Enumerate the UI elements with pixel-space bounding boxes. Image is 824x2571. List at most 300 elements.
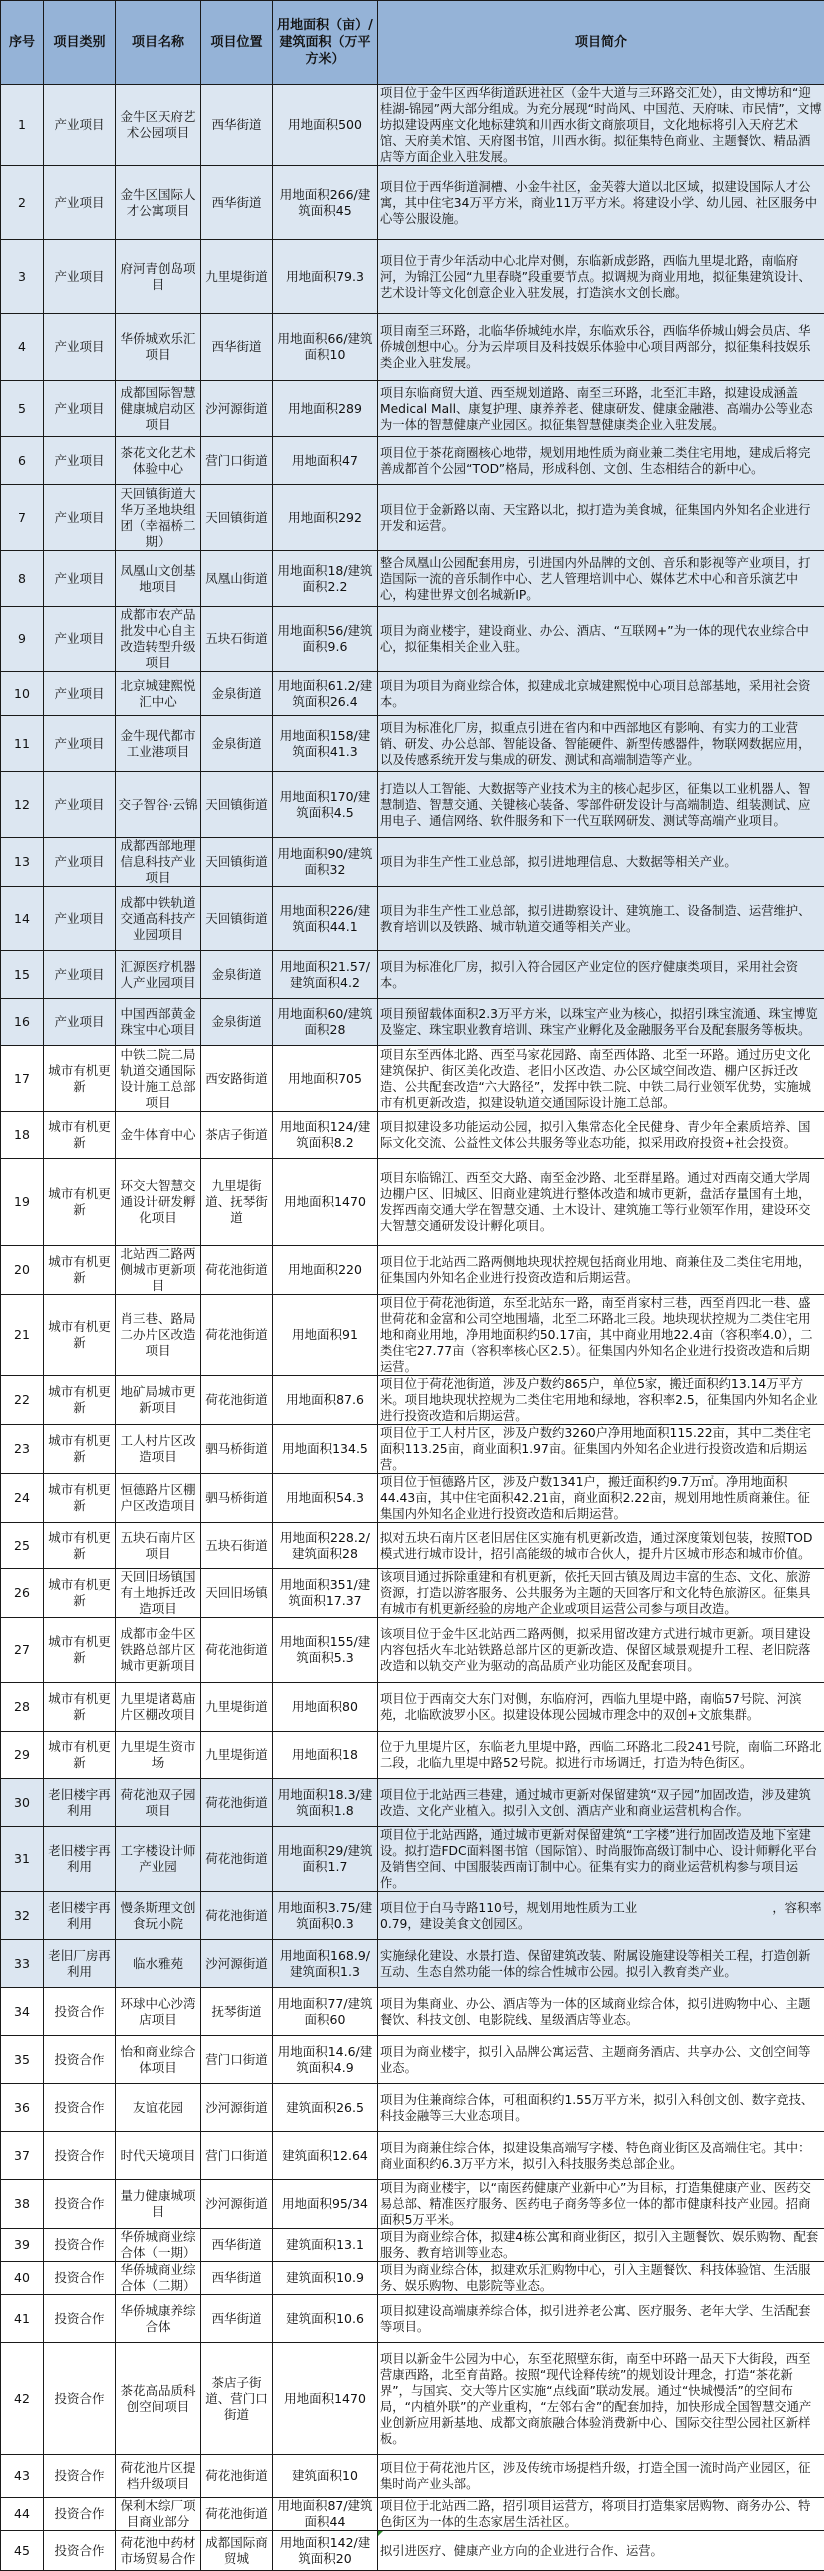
row-category: 城市有机更新 — [44, 1046, 116, 1112]
table-row — [1, 2531, 824, 2571]
row-area: 用地面积226/建筑面积44.1 — [273, 887, 378, 951]
table-row — [1, 951, 824, 999]
row-project-name: 金牛体育中心 — [116, 1112, 201, 1159]
table-row — [1, 2132, 824, 2180]
row-area: 建筑面积12.64 — [273, 2132, 378, 2180]
row-location: 五块石街道 — [201, 1523, 273, 1569]
row-intro: 项目位于荷花池片区，涉及传统市场提档升级，打造全国一流时尚产业园区，征集时尚产业头部。 — [378, 2455, 824, 2498]
row-category: 投资合作 — [44, 1988, 116, 2036]
row-intro: 项目位于北站西二路两侧地块现状控规包括商业用地、商兼住及二类住宅用地，征集国内外知名企业进行投资改造和后期运营。 — [378, 1246, 824, 1295]
row-category: 城市有机更新 — [44, 1246, 116, 1295]
row-location: 西华街道 — [201, 2262, 273, 2295]
row-category: 产业项目 — [44, 485, 116, 551]
row-number: 35 — [1, 2036, 44, 2084]
row-number: 37 — [1, 2132, 44, 2180]
row-project-name: 恒德路片区棚户区改造项目 — [116, 1474, 201, 1523]
row-project-name: 成都市金牛区铁路总部片区城市更新项目 — [116, 1618, 201, 1683]
row-location: 九里堤街道 — [201, 1683, 273, 1732]
row-intro: 项目东至西体北路、西至马家花园路、南至西体路、北至一环路。通过历史文化建筑保护、街区美化改造、老旧小区改造、办公区域空间改造、棚户区拆迁改造、公共配套改造“六大路径”，发挥中铁二院、中铁二局行业领军优势，实施城市有机更新改造，拟建设轨道交通国际设计施工总部。 — [378, 1046, 824, 1112]
row-number: 42 — [1, 2343, 44, 2455]
row-project-name: 北京城建熙悦汇中心 — [116, 672, 201, 716]
table-row — [1, 2180, 824, 2229]
row-intro: 拟对五块石南片区老旧居住区实施有机更新改造，通过深度策划包装，按照TOD模式进行城市设计，招引高能级的城市合伙人，提升片区城市形态和城市价值。 — [378, 1523, 824, 1569]
table-row — [1, 1892, 824, 1940]
row-number: 31 — [1, 1827, 44, 1892]
table-row — [1, 607, 824, 672]
row-number: 44 — [1, 2498, 44, 2531]
row-number: 24 — [1, 1474, 44, 1523]
row-project-name: 工字楼设计师产业园 — [116, 1827, 201, 1892]
table-row — [1, 1618, 824, 1683]
row-category: 城市有机更新 — [44, 1618, 116, 1683]
row-area: 用地面积168.9/建筑面积1.3 — [273, 1940, 378, 1988]
row-intro: 项目为住兼商综合体，可租面积约1.55万平方米，拟引入科创文创、数字竞技、科技金融等三大业态项目。 — [378, 2084, 824, 2132]
table-row — [1, 314, 824, 381]
row-project-name: 茶花文化艺术体验中心 — [116, 437, 201, 485]
row-project-name: 量力健康城项目 — [116, 2180, 201, 2229]
row-category: 城市有机更新 — [44, 1683, 116, 1732]
row-category: 城市有机更新 — [44, 1425, 116, 1474]
row-category: 投资合作 — [44, 2343, 116, 2455]
row-location: 荷花池街道 — [201, 1246, 273, 1295]
table-header-row — [1, 1, 824, 85]
row-number: 21 — [1, 1295, 44, 1376]
row-area: 建筑面积10.6 — [273, 2295, 378, 2343]
row-number: 8 — [1, 551, 44, 607]
row-project-name: 金牛区国际人才公寓项目 — [116, 166, 201, 240]
row-area: 用地面积80 — [273, 1683, 378, 1732]
row-area: 用地面积90/建筑面积32 — [273, 838, 378, 887]
row-intro: 项目为非生产性工业总部，拟引进勘察设计、建筑施工、设备制造、运营维护、教育培训以及铁路、城市轨道交通等相关产业。 — [378, 887, 824, 951]
row-number: 9 — [1, 607, 44, 672]
row-project-name: 天回镇街道大华万圣地块组团（幸福桥二期） — [116, 485, 201, 551]
row-category: 老旧厂房再利用 — [44, 1940, 116, 1988]
row-intro: 位于九里堤片区，东临老九里堤中路，西临二环路北二段241号院，南临二环路北二段，北临九里堤中路52号院。拟进行市场调迁，打造为特色街区。 — [378, 1732, 824, 1779]
row-category: 城市有机更新 — [44, 1732, 116, 1779]
row-area: 用地面积66/建筑面积10 — [273, 314, 378, 381]
row-area: 用地面积54.3 — [273, 1474, 378, 1523]
row-project-name: 金牛区天府艺术公园项目 — [116, 85, 201, 166]
row-intro: 项目位于西华街道洞槽、小金牛社区，金芙蓉大道以北区域，拟建设国际人才公寓，其中住宅34万平方米，商业11万平方米。将建设小学、幼儿园、社区服务中心等公服设施。 — [378, 166, 824, 240]
table-row — [1, 838, 824, 887]
row-intro: 项目拟建设高端康养综合体，拟引进养老公寓、医疗服务、老年大学、生活配套等项目。 — [378, 2295, 824, 2343]
row-number: 19 — [1, 1159, 44, 1246]
row-location: 驷马桥街道 — [201, 1474, 273, 1523]
row-area: 用地面积228.2/建筑面积28 — [273, 1523, 378, 1569]
row-area: 用地面积155/建筑面积5.3 — [273, 1618, 378, 1683]
row-number: 30 — [1, 1779, 44, 1827]
row-project-name: 工人村片区改造项目 — [116, 1425, 201, 1474]
row-location: 九里堤街道 — [201, 240, 273, 314]
row-category: 产业项目 — [44, 999, 116, 1046]
row-location: 营门口街道 — [201, 2036, 273, 2084]
row-location: 沙河源街道 — [201, 381, 273, 437]
row-location: 荷花池街道 — [201, 1295, 273, 1376]
row-category: 投资合作 — [44, 2084, 116, 2132]
table-row — [1, 1569, 824, 1618]
row-area: 用地面积220 — [273, 1246, 378, 1295]
table-row — [1, 887, 824, 951]
row-location: 天回镇街道 — [201, 772, 273, 838]
row-project-name: 九里堤诸葛庙片区棚改项目 — [116, 1683, 201, 1732]
row-location: 天回镇街道 — [201, 838, 273, 887]
row-intro: 打造以人工智能、大数据等产业技术为主的核心起步区，征集以工业机器人、智慧制造、智慧交通、关键核心装备、零部件研发设计与高端制造、组装测试、应用电子、通信网络、软件服务和下一代互联网研发、测试等高端产业项目。 — [378, 772, 824, 838]
row-intro: 整合凤凰山公园配套用房，引进国内外品牌的文创、音乐和影视等产业项目，打造国际一流的音乐制作中心、艺人管理培训中心、媒体艺术中心和音乐演艺中心，构建世界文创名城新IP。 — [378, 551, 824, 607]
row-intro: 项目位于金新路以南、天宝路以北，拟打造为美食城，征集国内外知名企业进行开发和运营。 — [378, 485, 824, 551]
row-category: 产业项目 — [44, 551, 116, 607]
row-location: 西安路街道 — [201, 1046, 273, 1112]
row-project-name: 慢条斯理文创食玩小院 — [116, 1892, 201, 1940]
row-category: 城市有机更新 — [44, 1295, 116, 1376]
table-row — [1, 1112, 824, 1159]
row-intro: 项目位于荷花池街道，涉及户数约865户，单位5家，搬迁面积约13.14万平方米。项目地块现状控规为二类住宅用地和绿地，容积率2.5，征集国内外知名企业进行投资改造和后期运营。 — [378, 1376, 824, 1425]
row-intro: 项目为项目为商业综合体，拟建成北京城建熙悦中心项目总部基地，采用社会资本。 — [378, 672, 824, 716]
row-intro: 项目东临锦江、西至交大路、南至金沙路、北至群星路。通过对西南交通大学周边棚户区、旧城区、旧商业建筑进行整体改造和城市更新，盘活存量国有土地，发挥西南交通大学在智慧交通、土木设计、建筑施工等行业领军作用，建设环交大智慧交通研发设计孵化项目。 — [378, 1159, 824, 1246]
row-intro: 项目为商业楼宇，建设商业、办公、酒店、“互联网+”为一体的现代农业综合中心，拟征集相关企业入驻。 — [378, 607, 824, 672]
row-number: 36 — [1, 2084, 44, 2132]
row-number: 34 — [1, 1988, 44, 2036]
row-project-name: 肖三巷、路局二办片区改造项目 — [116, 1295, 201, 1376]
row-category: 产业项目 — [44, 772, 116, 838]
row-project-name: 荷花池片区提档升级项目 — [116, 2455, 201, 2498]
row-location: 西华街道 — [201, 2295, 273, 2343]
row-category: 投资合作 — [44, 2498, 116, 2531]
table-row — [1, 772, 824, 838]
row-number: 3 — [1, 240, 44, 314]
row-category: 投资合作 — [44, 2180, 116, 2229]
row-project-name: 中铁二院二局轨道交通国际设计施工总部项目 — [116, 1046, 201, 1112]
table-row — [1, 2343, 824, 2455]
row-project-name: 荷花池双子园项目 — [116, 1779, 201, 1827]
row-number: 40 — [1, 2262, 44, 2295]
row-intro: 项目位于北站西路，通过城市更新对保留建筑“工字楼”进行加固改造及地下室建设。拟打造FDC面料图书馆（国际馆）、时尚服饰高级订制中心、设计师孵化平台及销售空间、中国服装西南订制中心。征集有实力的商业运营机构参与项目运作。 — [378, 1827, 824, 1892]
row-category: 城市有机更新 — [44, 1159, 116, 1246]
row-location: 荷花池街道 — [201, 1827, 273, 1892]
row-location: 西华街道 — [201, 166, 273, 240]
row-category: 投资合作 — [44, 2036, 116, 2084]
row-number: 45 — [1, 2531, 44, 2571]
row-area: 用地面积18/建筑面积2.2 — [273, 551, 378, 607]
row-area: 建筑面积13.1 — [273, 2229, 378, 2262]
row-category: 产业项目 — [44, 951, 116, 999]
row-number: 17 — [1, 1046, 44, 1112]
row-category: 投资合作 — [44, 2262, 116, 2295]
row-number: 32 — [1, 1892, 44, 1940]
row-intro: 项目位于工人村片区，涉及户数约3260户净用地面积115.22亩，其中二类住宅面积113.25亩，商业面积1.97亩。征集国内外知名企业进行投资改造和后期运营。 — [378, 1425, 824, 1474]
row-area: 用地面积292 — [273, 485, 378, 551]
row-area: 用地面积18.3/建筑面积1.8 — [273, 1779, 378, 1827]
row-area: 用地面积95/34 — [273, 2180, 378, 2229]
row-location: 成都国际商贸城 — [201, 2531, 273, 2571]
row-category: 老旧楼宇再利用 — [44, 1779, 116, 1827]
row-category: 产业项目 — [44, 240, 116, 314]
row-intro: 该项目通过拆除重建和有机更新，依托天回古镇及周边丰富的生态、文化、旅游资源，打造以游客服务、公共服务为主题的天回客厅和文化特色旅游区。征集具有城市有机更新经验的房地产企业或项目运营公司参与项目改造。 — [378, 1569, 824, 1618]
row-intro: 项目为集商业、办公、酒店等为一体的区域商业综合体，拟引进购物中心、主题餐饮、科技文创、电影院线、星级酒店等业态。 — [378, 1988, 824, 2036]
row-category: 城市有机更新 — [44, 1569, 116, 1618]
row-number: 14 — [1, 887, 44, 951]
table-row — [1, 1425, 824, 1474]
row-category: 产业项目 — [44, 716, 116, 772]
row-area: 用地面积60/建筑面积28 — [273, 999, 378, 1046]
row-project-name: 天回旧场镇国有土地拆迁改造项目 — [116, 1569, 201, 1618]
row-location: 九里堤街道 — [201, 1732, 273, 1779]
row-number: 16 — [1, 999, 44, 1046]
row-location: 荷花池街道 — [201, 1779, 273, 1827]
table-row — [1, 672, 824, 716]
row-number: 1 — [1, 85, 44, 166]
row-location: 沙河源街道 — [201, 2180, 273, 2229]
row-intro: 实施绿化建设、水景打造、保留建筑改装、附属设施建设等相关工程，打造创新互动、生态自然功能一体的综合性城市公园。拟引入教育类产业。 — [378, 1940, 824, 1988]
table-row — [1, 240, 824, 314]
row-area: 用地面积124/建筑面积8.2 — [273, 1112, 378, 1159]
row-intro: 项目为商业综合体，拟建欢乐汇购物中心，引入主题餐饮、科技体验馆、生活服务、娱乐购物、电影院等业态。 — [378, 2262, 824, 2295]
row-location: 驷马桥街道 — [201, 1425, 273, 1474]
row-project-name: 华侨城商业综合体（二期） — [116, 2262, 201, 2295]
row-location: 金泉街道 — [201, 672, 273, 716]
row-intro: 项目位于北站西二路，招引项目运营方，将项目打造集家居购物、商务办公、特色街区为一体的生态家居生活社区。 — [378, 2498, 824, 2531]
row-category: 投资合作 — [44, 2295, 116, 2343]
row-location: 荷花池街道 — [201, 2455, 273, 2498]
row-number: 10 — [1, 672, 44, 716]
row-number: 23 — [1, 1425, 44, 1474]
row-area: 用地面积1470 — [273, 1159, 378, 1246]
row-area: 用地面积351/建筑面积17.37 — [273, 1569, 378, 1618]
row-category: 产业项目 — [44, 672, 116, 716]
header-no: 序号 — [1, 1, 44, 85]
row-area: 用地面积705 — [273, 1046, 378, 1112]
row-intro: 项目位于青少年活动中心北岸对侧，东临新成彭路，西临九里堤北路，南临府河，为锦江公园“九里春晓”段重要节点。拟调规为商业用地，拟征集建筑设计、艺术设计等文化创意企业入驻发展，打造滨水文创长廊。 — [378, 240, 824, 314]
row-area: 用地面积500 — [273, 85, 378, 166]
row-number: 2 — [1, 166, 44, 240]
row-intro: 项目位于西南交大东门对侧，东临府河，西临九里堤中路，南临57号院、河滨苑，北临欧波罗小区。拟建设体现公园城市理念中的双创+文旅集群。 — [378, 1683, 824, 1732]
table-row — [1, 1159, 824, 1246]
row-project-name: 成都国际智慧健康城启动区项目 — [116, 381, 201, 437]
row-number: 38 — [1, 2180, 44, 2229]
table-row — [1, 2084, 824, 2132]
row-number: 12 — [1, 772, 44, 838]
header-area: 用地面积（亩）/建筑面积（万平方米） — [273, 1, 378, 85]
row-project-name: 华侨城商业综合体（一期） — [116, 2229, 201, 2262]
row-category: 投资合作 — [44, 2132, 116, 2180]
row-area: 用地面积29/建筑面积1.7 — [273, 1827, 378, 1892]
row-area: 用地面积142/建筑面积20 — [273, 2531, 378, 2571]
row-project-name: 府河青创岛项目 — [116, 240, 201, 314]
row-category: 产业项目 — [44, 437, 116, 485]
row-project-name: 金牛现代都市工业港项目 — [116, 716, 201, 772]
row-location: 西华街道 — [201, 2229, 273, 2262]
row-number: 7 — [1, 485, 44, 551]
row-intro: 项目为商兼住综合体，拟建设集高端写字楼、特色商业街区及高端住宅。其中：商业面积约6.3万平方米，拟引入科技服务类总部企业。 — [378, 2132, 824, 2180]
table-row — [1, 1732, 824, 1779]
row-category: 产业项目 — [44, 607, 116, 672]
row-area: 用地面积87.6 — [273, 1376, 378, 1425]
row-category: 产业项目 — [44, 381, 116, 437]
row-intro: 项目拟建设多功能运动公园，拟引入集常态化全民健身、青少年全素质培养、国际文化交流、公益性文体公共服务等业态功能，拟采用政府投资+社会投资。 — [378, 1112, 824, 1159]
header-name: 项目名称 — [116, 1, 201, 85]
table-row — [1, 1046, 824, 1112]
row-project-name: 交子智谷·云锦 — [116, 772, 201, 838]
row-location: 荷花池街道 — [201, 2498, 273, 2531]
row-number: 6 — [1, 437, 44, 485]
table-row — [1, 1827, 824, 1892]
row-location: 西华街道 — [201, 85, 273, 166]
row-location: 凤凰山街道 — [201, 551, 273, 607]
row-number: 39 — [1, 2229, 44, 2262]
row-category: 产业项目 — [44, 838, 116, 887]
row-number: 26 — [1, 1569, 44, 1618]
row-location: 九里堤街道、抚琴街道 — [201, 1159, 273, 1246]
table-row — [1, 1474, 824, 1523]
table-row — [1, 1940, 824, 1988]
row-intro: 项目位于金牛区西华街道跃进社区（金牛大道与三环路交汇处），由文博坊和“迎桂湖-锦园”两大部分组成。为充分展现“时尚风、中国范、天府味、市民情”，文博坊拟建设两座文化地标建筑和川西水街文商旅项目，文化地标将引入天府艺术馆、天府美术馆、天府图书馆，川西水街。拟征集特色商业、主题餐饮、精品酒店等方面企业入驻发展。 — [378, 85, 824, 166]
row-location: 营门口街道 — [201, 2132, 273, 2180]
table-row — [1, 1988, 824, 2036]
row-project-name: 地矿局城市更新项目 — [116, 1376, 201, 1425]
table-row — [1, 85, 824, 166]
table-row — [1, 485, 824, 551]
row-location: 茶店子街道、营门口街道 — [201, 2343, 273, 2455]
row-location: 沙河源街道 — [201, 1940, 273, 1988]
row-intro: 项目为商业楼宇，以“南医药健康产业新中心”为目标，打造集健康产业、医药交易总部、精准医疗服务、医药电子商务等多位一体的都市健康科技产业园。招商面积5万平米。 — [378, 2180, 824, 2229]
table-row — [1, 437, 824, 485]
table-row — [1, 1246, 824, 1295]
row-project-name: 华侨城欢乐汇项目 — [116, 314, 201, 381]
row-location: 天回镇街道 — [201, 887, 273, 951]
row-category: 产业项目 — [44, 887, 116, 951]
table-row — [1, 2229, 824, 2262]
table-row — [1, 166, 824, 240]
row-category: 老旧楼宇再利用 — [44, 1827, 116, 1892]
row-area: 用地面积170/建筑面积4.5 — [273, 772, 378, 838]
row-project-name: 北站西二路两侧城市更新项目 — [116, 1246, 201, 1295]
row-location: 荷花池街道 — [201, 1376, 273, 1425]
row-location: 五块石街道 — [201, 607, 273, 672]
row-area: 建筑面积26.5 — [273, 2084, 378, 2132]
row-location: 沙河源街道 — [201, 2084, 273, 2132]
row-area: 用地面积1470 — [273, 2343, 378, 2455]
row-number: 43 — [1, 2455, 44, 2498]
row-area: 用地面积77/建筑面积60 — [273, 1988, 378, 2036]
row-number: 15 — [1, 951, 44, 999]
row-area: 用地面积14.6/建筑面积4.9 — [273, 2036, 378, 2084]
row-intro: 项目为标准化厂房，拟重点引进在省内和中西部地区有影响、有实力的工业营销、研发、办公总部、智能设备、智能硬件、新型传感器件，物联网数据应用，以及传感系统开发与集成的研发、测试和高端制造等产业。 — [378, 716, 824, 772]
table-row — [1, 1779, 824, 1827]
row-category: 老旧楼宇再利用 — [44, 1892, 116, 1940]
row-intro: 项目位于荷花池街道，东至北站东一路，南至肖家村三巷，西至肖四北一巷、盛世荷花和金富和公司空地围墙，北至二环路北三段。地块现状控规为二类住宅用地和商业用地，净用地面积约50.17亩，其中商业用地22.4亩（容积率4.0），二类住宅27.77亩（容积率核心区2.5）。征集国内外知名企业进行投资改造和后期运营。 — [378, 1295, 824, 1376]
row-project-name: 环交大智慧交通设计研发孵化项目 — [116, 1159, 201, 1246]
row-location: 天回镇街道 — [201, 485, 273, 551]
row-number: 18 — [1, 1112, 44, 1159]
row-intro: 项目位于北站西三巷建，通过城市更新对保留建筑“双子园”加固改造，涉及建筑改造、文化产业植入。拟引入文创、酒店产业和商业运营机构合作。 — [378, 1779, 824, 1827]
row-project-name: 汇源医疗机器人产业园项目 — [116, 951, 201, 999]
row-number: 41 — [1, 2295, 44, 2343]
row-area: 用地面积18 — [273, 1732, 378, 1779]
row-number: 22 — [1, 1376, 44, 1425]
row-intro: 项目为商业楼宇，拟引入品牌公寓运营、主题商务酒店、共享办公、文创空间等业态。 — [378, 2036, 824, 2084]
row-project-name: 凤凰山文创基地项目 — [116, 551, 201, 607]
row-area: 用地面积61.2/建筑面积26.4 — [273, 672, 378, 716]
row-project-name: 环球中心沙湾店项目 — [116, 1988, 201, 2036]
row-location: 营门口街道 — [201, 437, 273, 485]
row-intro: 项目东临商贸大道、西至规划道路、南至三环路，北至汇丰路，拟建设成涵盖Medical Mall、康复护理、康养养老、健康研发、健康金融港、高端办公等业态为一体的智慧健康产业园区。拟征集智慧健康类企业入驻发展。 — [378, 381, 824, 437]
row-intro: 项目南至三环路，北临华侨城纯水岸，东临欢乐谷，西临华侨城山姆会员店、华侨城创想中心。分为云岸项目及科技娱乐体验中心项目两部分，拟征集科技娱乐类企业入驻发展。 — [378, 314, 824, 381]
table-row — [1, 551, 824, 607]
row-area: 用地面积56/建筑面积9.6 — [273, 607, 378, 672]
row-location: 金泉街道 — [201, 999, 273, 1046]
row-project-name: 五块石南片区项目 — [116, 1523, 201, 1569]
row-project-name: 时代天境项目 — [116, 2132, 201, 2180]
row-intro: 项目以新金牛公园为中心，东至花照壁东街，南至中环路一品天下大街段，西至营康西路，北至育苗路。按照“现代诠释传统”的规划设计理念，打造“茶花新界”，与国宾、交大等片区实施“点线面”联动发展。通过“快城慢活”的空间布局，“内植外联”的产业重构，“左邻右舍”的配套加持，加快形成全国智慧交通产业创新应用新基地、成都文商旅融合体验消费新中心、国际交往型公园社区新样板。 — [378, 2343, 824, 2455]
table-row — [1, 381, 824, 437]
row-number: 29 — [1, 1732, 44, 1779]
row-location: 天回旧场镇 — [201, 1569, 273, 1618]
table-row — [1, 1295, 824, 1376]
header-intro: 项目简介 — [378, 1, 824, 85]
row-location: 抚琴街道 — [201, 1988, 273, 2036]
row-project-name: 荷花池中药材市场贸易合作 — [116, 2531, 201, 2571]
row-project-name: 成都市农产品批发中心自主改造转型升级项目 — [116, 607, 201, 672]
row-category: 城市有机更新 — [44, 1376, 116, 1425]
row-area: 用地面积91 — [273, 1295, 378, 1376]
table-body — [1, 85, 824, 2571]
row-project-name: 保利木综厂项目商业部分 — [116, 2498, 201, 2531]
row-category: 产业项目 — [44, 85, 116, 166]
row-project-name: 茶花高品质科创空间项目 — [116, 2343, 201, 2455]
row-category: 投资合作 — [44, 2229, 116, 2262]
row-project-name: 九里堤生资市场 — [116, 1732, 201, 1779]
table-row — [1, 2036, 824, 2084]
row-number: 11 — [1, 716, 44, 772]
row-number: 5 — [1, 381, 44, 437]
table-row — [1, 1523, 824, 1569]
row-category: 产业项目 — [44, 314, 116, 381]
row-number: 20 — [1, 1246, 44, 1295]
row-location: 金泉街道 — [201, 951, 273, 999]
row-intro: 项目位于白马寺路110号，规划用地性质为工业 ，容积率0.79，建设美食文创园区。 — [378, 1892, 824, 1940]
table-row — [1, 2498, 824, 2531]
header-category: 项目类别 — [44, 1, 116, 85]
row-intro: 拟引进医疗、健康产业方向的企业进行合作、运营。 — [378, 2531, 824, 2571]
row-location: 荷花池街道 — [201, 1618, 273, 1683]
row-location: 西华街道 — [201, 314, 273, 381]
row-intro: 项目为标准化厂房，拟引入符合园区产业定位的医疗健康类项目，采用社会资本。 — [378, 951, 824, 999]
row-number: 4 — [1, 314, 44, 381]
table-row — [1, 1376, 824, 1425]
row-category: 投资合作 — [44, 2531, 116, 2571]
table-row — [1, 716, 824, 772]
row-number: 28 — [1, 1683, 44, 1732]
row-category: 产业项目 — [44, 166, 116, 240]
row-intro: 该项目位于金牛区北站西二路两侧，拟采用留改建方式进行城市更新。项目建设内容包括火车北站铁路总部片区的更新改造、保留区域景观提升工程、老旧院落改造和以轨交产业为驱动的高品质产业功能区及配套项目。 — [378, 1618, 824, 1683]
row-area: 建筑面积10 — [273, 2455, 378, 2498]
row-area: 用地面积79.3 — [273, 240, 378, 314]
table-row — [1, 999, 824, 1046]
table-row — [1, 2295, 824, 2343]
row-category: 投资合作 — [44, 2455, 116, 2498]
row-intro: 项目为非生产性工业总部，拟引进地理信息、大数据等相关产业。 — [378, 838, 824, 887]
row-location: 茶店子街道 — [201, 1112, 273, 1159]
row-category: 城市有机更新 — [44, 1474, 116, 1523]
row-location: 荷花池街道 — [201, 1892, 273, 1940]
row-intro: 项目位于茶花商圈核心地带，规划用地性质为商业兼二类住宅用地，建成后将完善成都首个公园“TOD”格局，形成科创、文创、生态相结合的新中心。 — [378, 437, 824, 485]
row-intro: 项目位于恒德路片区，涉及户数1341户，搬迁面积约9.7万㎡。净用地面积44.43亩，其中住宅面积42.21亩，商业面积2.22亩，规划用地性质商兼住。征集国内外知名企业进行投资改造和后期运营。 — [378, 1474, 824, 1523]
table-row — [1, 1683, 824, 1732]
row-number: 25 — [1, 1523, 44, 1569]
row-area: 用地面积47 — [273, 437, 378, 485]
table-row — [1, 2262, 824, 2295]
row-area: 用地面积266/建筑面积45 — [273, 166, 378, 240]
row-project-name: 成都西部地理信息科技产业项目 — [116, 838, 201, 887]
